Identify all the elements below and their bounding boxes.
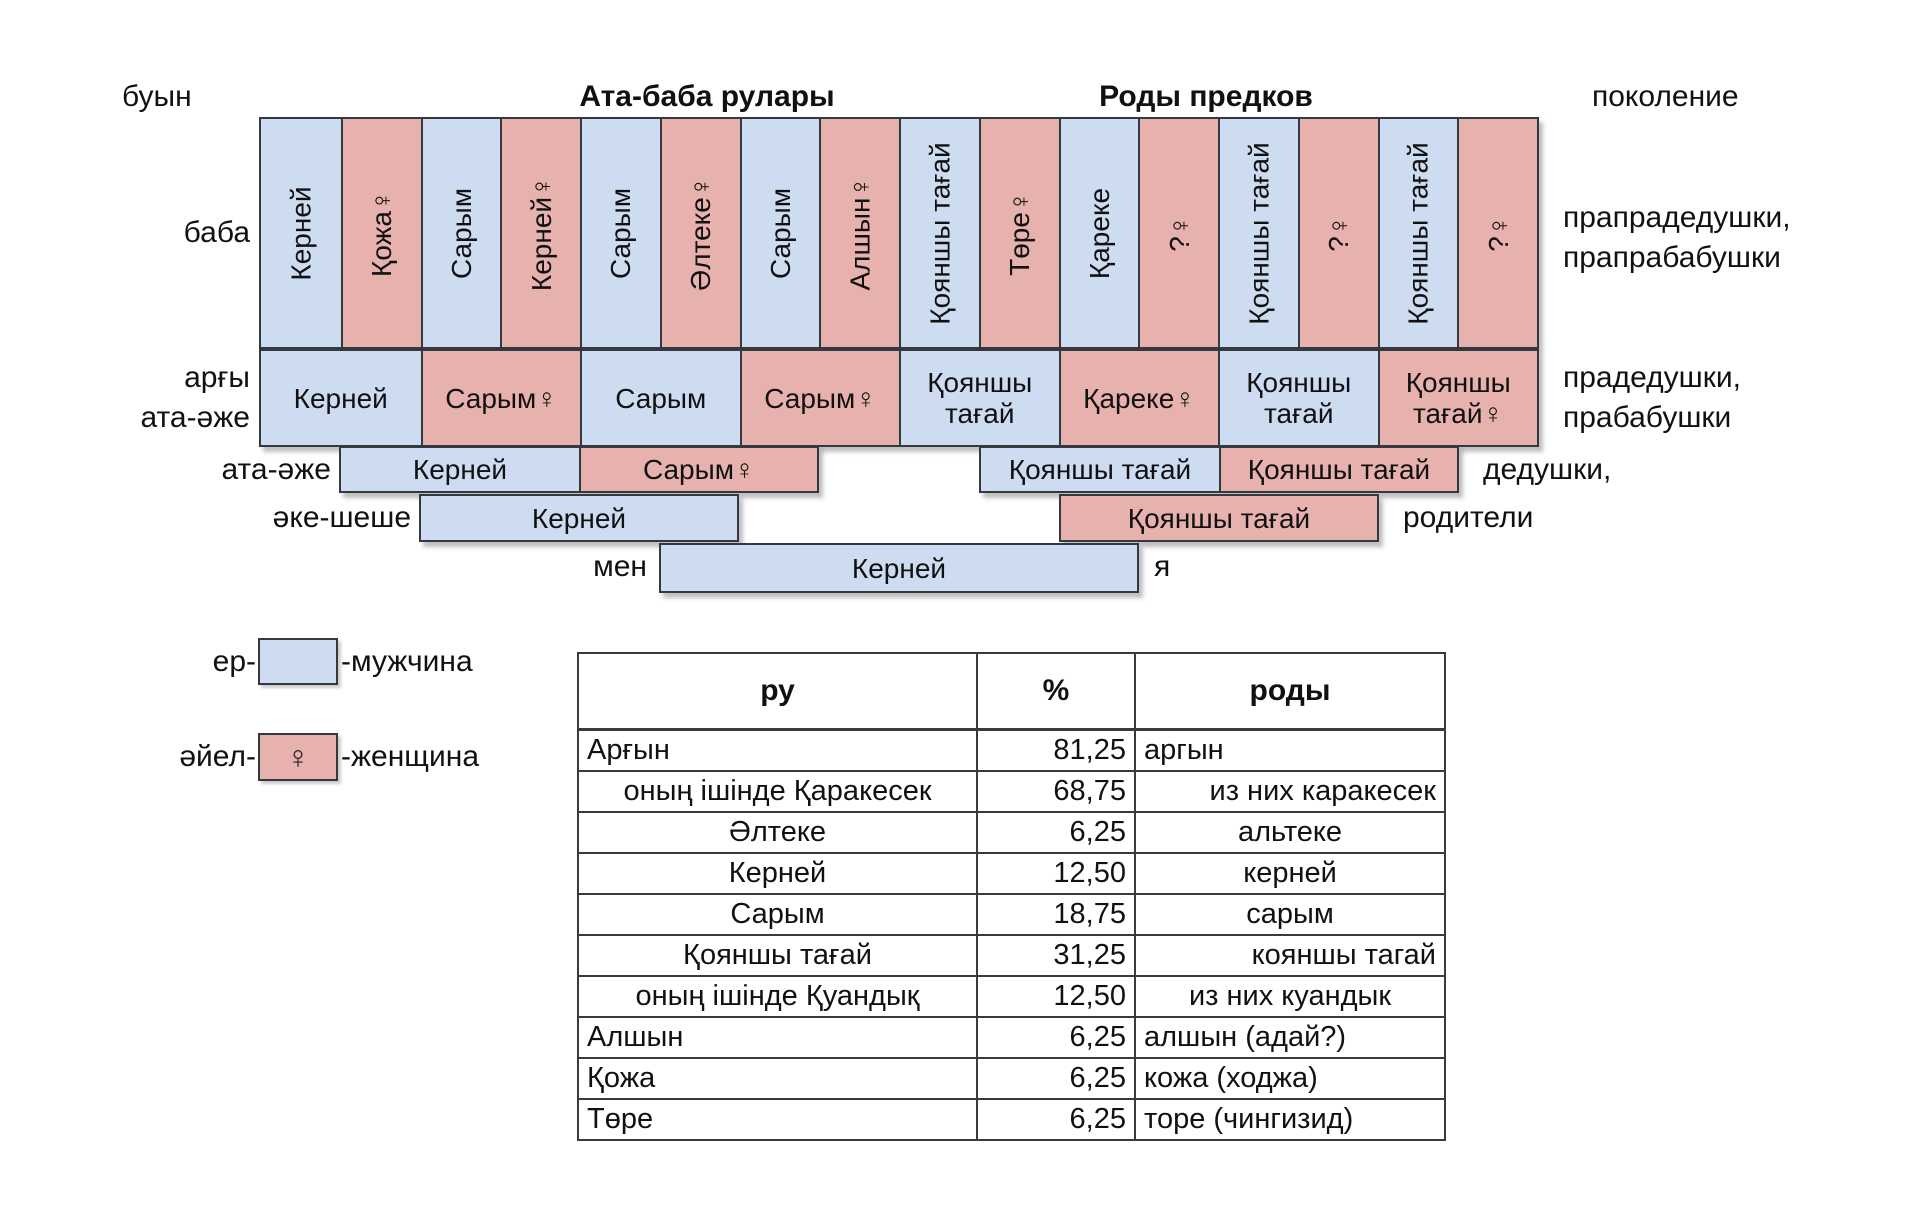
ancestor-name: Қояншы тағай bbox=[1246, 367, 1352, 429]
ancestor-name: Қояншы тағай♀ bbox=[1405, 367, 1511, 429]
clan-table-row bbox=[578, 894, 1445, 935]
ancestor-cell bbox=[740, 351, 900, 445]
clan-name-kk: оның ішінде Қуандық bbox=[578, 976, 977, 1017]
ancestor-cell bbox=[580, 119, 660, 347]
ancestor-name: Керней bbox=[293, 382, 388, 414]
ancestor-cell bbox=[1138, 119, 1218, 347]
clan-percent: 6,25 bbox=[977, 812, 1135, 853]
clan-name-ru: торе (чингизид) bbox=[1135, 1099, 1445, 1140]
generation-label-left-argy-ata-azhe bbox=[140, 358, 250, 438]
clan-name-kk: Арғын bbox=[578, 730, 977, 772]
generation-label-right-baba bbox=[1563, 198, 1791, 278]
ancestor-cell bbox=[899, 119, 979, 347]
ancestor-cell bbox=[500, 119, 580, 347]
clan-name-ru: аргын bbox=[1135, 730, 1445, 772]
ancestor-cell bbox=[899, 351, 1059, 445]
ancestor-name: Қояншы тағай bbox=[1008, 454, 1192, 485]
clan-percent: 12,50 bbox=[977, 853, 1135, 894]
clan-name-kk: Қояншы тағай bbox=[578, 935, 977, 976]
ancestor-cell bbox=[261, 119, 341, 347]
label-line: я bbox=[1154, 550, 1171, 583]
generation-label-left-ake-sheshe bbox=[273, 498, 411, 538]
clan-table-row bbox=[578, 935, 1445, 976]
generation-label-right-ake-sheshe bbox=[1403, 498, 1533, 538]
clan-name-kk: Алшын bbox=[578, 1017, 977, 1058]
label-line: әке-шеше bbox=[272, 501, 411, 534]
generation-block-ake-sheshe bbox=[1059, 494, 1379, 542]
clan-percent: 12,50 bbox=[977, 976, 1135, 1017]
legend-male-label-kk: ер- bbox=[212, 645, 256, 678]
ancestor-name: Сарым♀ bbox=[642, 454, 756, 485]
generation-label-right-ata-azhe bbox=[1483, 450, 1611, 490]
ancestor-name: Қояншы тағай bbox=[1127, 502, 1311, 534]
legend-female-label-kk: әйел- bbox=[179, 740, 256, 773]
legend-male-swatch bbox=[258, 638, 338, 685]
clan-name-ru: альтеке bbox=[1135, 812, 1445, 853]
ancestor-name: Әлтеке♀ bbox=[685, 175, 717, 291]
clan-table-row bbox=[578, 812, 1445, 853]
clan-name-ru: из них каракесек bbox=[1135, 771, 1445, 812]
ancestor-cell bbox=[660, 119, 740, 347]
clan-name-ru: из них куандык bbox=[1135, 976, 1445, 1017]
legend-female-swatch bbox=[258, 733, 338, 781]
generation-label-right-men bbox=[1154, 547, 1170, 587]
ancestor-name: Қареке♀ bbox=[1083, 382, 1196, 414]
clan-name-ru: алшын (адай?) bbox=[1135, 1017, 1445, 1058]
ancestor-cell bbox=[1059, 351, 1219, 445]
ancestor-cell bbox=[341, 119, 421, 347]
generation-block-ata-azhe bbox=[979, 446, 1459, 493]
label-line: дедушки, bbox=[1483, 453, 1612, 486]
generation-block-men bbox=[659, 543, 1139, 593]
label-line: прапрадедушки, bbox=[1563, 201, 1791, 234]
ancestor-name: Керней bbox=[412, 454, 508, 485]
label-line: ата-әже bbox=[140, 401, 250, 434]
label-line: ата-әже bbox=[221, 453, 331, 486]
ancestor-cell bbox=[1219, 448, 1457, 491]
ancestor-cell bbox=[1218, 119, 1298, 347]
clan-name-kk: Төре bbox=[578, 1099, 977, 1140]
clan-name-ru: сарым bbox=[1135, 894, 1445, 935]
ancestor-cell bbox=[421, 496, 737, 540]
generation-block-ake-sheshe bbox=[419, 494, 739, 542]
ancestor-cell bbox=[580, 351, 740, 445]
ancestor-name: Керней bbox=[531, 502, 627, 534]
ancestor-name: Қояншы тағай bbox=[1402, 141, 1434, 325]
title-ancestor-clans-ru: Роды предков bbox=[1099, 80, 1313, 113]
generation-axis-label-ru: поколение bbox=[1592, 80, 1739, 113]
ancestor-name: Сарым♀ bbox=[445, 382, 558, 414]
clan-name-kk: Керней bbox=[578, 853, 977, 894]
clan-percent: 18,75 bbox=[977, 894, 1135, 935]
header-clan-kk: ру bbox=[578, 653, 977, 730]
ancestor-name: ?♀ bbox=[1482, 214, 1514, 252]
ancestor-name: Қояншы тағай bbox=[1247, 454, 1431, 485]
ancestor-cell bbox=[421, 351, 581, 445]
female-sign-icon: ♀ bbox=[286, 738, 310, 775]
ancestor-name: Керней bbox=[285, 185, 317, 281]
ancestor-name: Сарым♀ bbox=[764, 382, 877, 414]
clan-table-row bbox=[578, 1058, 1445, 1099]
ancestor-cell bbox=[579, 448, 817, 491]
clan-table-row bbox=[578, 853, 1445, 894]
clan-percent: 6,25 bbox=[977, 1058, 1135, 1099]
ancestor-name: Сарым bbox=[445, 187, 477, 279]
label-line: баба bbox=[183, 216, 250, 249]
header-percent: % bbox=[977, 653, 1135, 730]
generation-label-left-ata-azhe bbox=[221, 450, 331, 490]
label-line: прадедушки, bbox=[1563, 361, 1741, 394]
generation-label-left-baba bbox=[184, 213, 250, 253]
ancestor-name: Қояншы тағай bbox=[1243, 141, 1275, 325]
clan-table-row bbox=[578, 730, 1445, 772]
ancestor-cell bbox=[1457, 119, 1537, 347]
label-line: мен bbox=[593, 550, 647, 583]
header-clan-ru: роды bbox=[1135, 653, 1445, 730]
legend-male-label-ru: -мужчина bbox=[341, 645, 473, 678]
clan-percent: 6,25 bbox=[977, 1099, 1135, 1140]
ancestor-cell bbox=[1298, 119, 1378, 347]
title-ancestor-clans-kk: Ата-баба рулары bbox=[579, 80, 835, 113]
ancestor-name: Қареке bbox=[1083, 187, 1115, 279]
ancestor-cell bbox=[661, 545, 1137, 591]
clan-name-kk: Әлтеке bbox=[578, 812, 977, 853]
ancestor-name: Сарым bbox=[615, 382, 707, 414]
ancestor-name: ?♀ bbox=[1163, 214, 1195, 252]
ancestor-cell bbox=[341, 448, 579, 491]
ancestor-name: Керней♀ bbox=[525, 175, 557, 291]
ancestor-name: Қожа♀ bbox=[366, 189, 398, 277]
ancestor-cell bbox=[421, 119, 501, 347]
clan-name-kk: оның ішінде Қаракесек bbox=[578, 771, 977, 812]
generation-block-ata-azhe bbox=[339, 446, 819, 493]
generation-label-left-men bbox=[593, 547, 647, 587]
generation-label-right-argy-ata-azhe bbox=[1563, 358, 1741, 438]
generation-axis-label-kk: буын bbox=[122, 80, 192, 113]
generation-block-argy-ata-azhe bbox=[259, 349, 1539, 447]
ancestor-cell bbox=[1378, 119, 1458, 347]
ancestor-name: Төре♀ bbox=[1004, 190, 1036, 276]
ancestor-cell bbox=[1059, 119, 1139, 347]
clan-percent: 68,75 bbox=[977, 771, 1135, 812]
ancestor-name: Сарым bbox=[605, 187, 637, 279]
label-line: родители bbox=[1403, 501, 1534, 534]
ancestor-name: Қояншы тағай bbox=[927, 367, 1033, 429]
ancestor-name: Керней bbox=[851, 552, 947, 584]
label-line: прапрабабушки bbox=[1563, 241, 1781, 274]
clan-table-header-row bbox=[578, 653, 1445, 730]
ancestor-cell bbox=[981, 448, 1219, 491]
ancestor-name: Қояншы тағай bbox=[924, 141, 956, 325]
label-line: прабабушки bbox=[1563, 401, 1732, 434]
clan-name-kk: Қожа bbox=[578, 1058, 977, 1099]
ancestor-cell bbox=[819, 119, 899, 347]
clan-name-kk: Сарым bbox=[578, 894, 977, 935]
ancestor-cell bbox=[1061, 496, 1377, 540]
ancestor-cell bbox=[261, 351, 421, 445]
clan-table-row bbox=[578, 1017, 1445, 1058]
generation-block-baba bbox=[259, 117, 1539, 349]
ancestor-name: Алшын♀ bbox=[844, 175, 876, 291]
ancestor-cell bbox=[979, 119, 1059, 347]
ancestor-name: Сарым bbox=[764, 187, 796, 279]
legend-female-label-ru: -женщина bbox=[341, 740, 480, 773]
clan-table-row bbox=[578, 771, 1445, 812]
ancestor-cell bbox=[1218, 351, 1378, 445]
clan-percent: 6,25 bbox=[977, 1017, 1135, 1058]
clan-name-ru: кожа (ходжа) bbox=[1135, 1058, 1445, 1099]
clan-name-ru: керней bbox=[1135, 853, 1445, 894]
clan-percent: 31,25 bbox=[977, 935, 1135, 976]
clan-percentage-table bbox=[577, 652, 1446, 1141]
ancestor-name: ?♀ bbox=[1323, 214, 1355, 252]
label-line: арғы bbox=[184, 361, 250, 394]
ancestor-cell bbox=[1378, 351, 1538, 445]
clan-table-row bbox=[578, 1099, 1445, 1140]
clan-name-ru: кояншы тагай bbox=[1135, 935, 1445, 976]
clan-percent: 81,25 bbox=[977, 730, 1135, 772]
ancestor-cell bbox=[740, 119, 820, 347]
clan-table-row bbox=[578, 976, 1445, 1017]
